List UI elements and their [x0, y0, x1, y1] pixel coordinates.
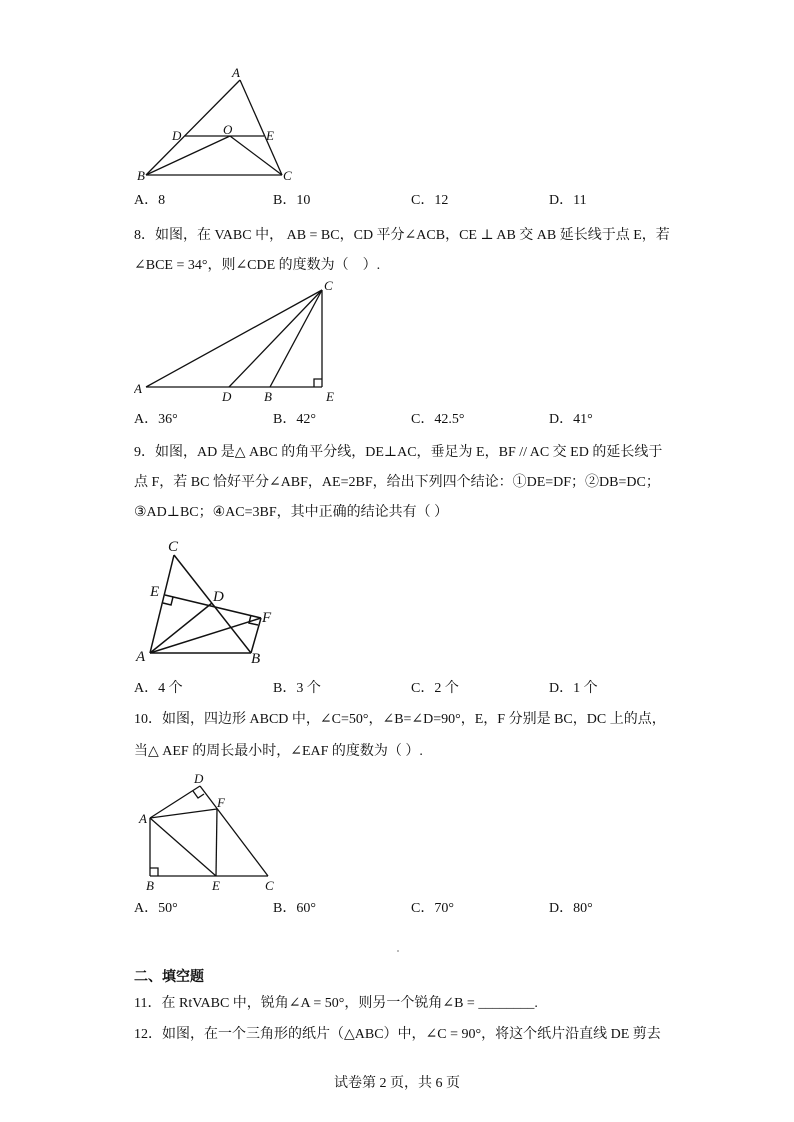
label-A: A	[136, 649, 146, 665]
q10-option-b[interactable]: B．60°	[273, 901, 316, 916]
q10-stem-line2: 当△ AEF 的周长最小时，∠EAF 的度数为（ ）.	[134, 744, 423, 759]
scan-speck	[397, 950, 399, 952]
label-C: C	[324, 278, 333, 293]
label-D: D	[172, 128, 182, 143]
q8-option-d[interactable]: D．41°	[549, 412, 593, 427]
section-title: 二、填空题	[134, 968, 204, 984]
q8-option-b[interactable]: B．42°	[273, 412, 316, 427]
q8-triangle-figure	[134, 277, 354, 403]
q10-option-a[interactable]: A．50°	[134, 901, 178, 916]
q7-triangle-figure	[134, 62, 304, 186]
label-D: D	[222, 389, 232, 403]
q9-stem-line3: ③AD⊥BC；④AC=3BF，其中正确的结论共有（ ）	[134, 505, 449, 520]
q10-option-c[interactable]: C．70°	[411, 901, 454, 916]
q8-option-a[interactable]: A．36°	[134, 412, 178, 427]
q9-stem-line1: 9．如图，AD 是△ ABC 的角平分线，DE⊥AC，垂足为 E，BF // AC 交 ED 的延长线于	[134, 445, 663, 460]
q10-option-d[interactable]: D．80°	[549, 901, 593, 916]
q7-option-a[interactable]: A．8	[134, 193, 166, 208]
q8-stem-line1: 8．如图，在 VABC 中， AB = BC，CD 平分∠ACB，CE ⊥ AB 交 AB 延长线于点 E，若	[134, 228, 670, 243]
q7-option-c[interactable]: C．12	[411, 193, 449, 208]
label-E: E	[266, 128, 274, 143]
page-footer: 试卷第 2 页，共 6 页	[334, 1076, 460, 1091]
label-B: B	[251, 651, 261, 667]
label-B: B	[137, 168, 145, 183]
q7-option-b[interactable]: B．10	[273, 193, 311, 208]
label-A: A	[139, 811, 147, 826]
q11-stem: 11．在 RtVABC 中，锐角∠A = 50°，则另一个锐角∠B = ________.	[134, 996, 538, 1011]
q10-quadrilateral-figure	[134, 768, 284, 894]
label-F: F	[217, 795, 225, 810]
q9-option-d[interactable]: D．1 个	[549, 681, 598, 696]
label-E: E	[212, 878, 220, 893]
q9-triangle-figure	[134, 535, 284, 667]
q9-option-a[interactable]: A．4 个	[134, 681, 183, 696]
label-F: F	[262, 610, 272, 626]
q10-stem-line1: 10．如图，四边形 ABCD 中，∠C=50°，∠B=∠D=90°，E，F 分别是 BC，DC 上的点，	[134, 712, 666, 727]
label-D: D	[194, 771, 204, 786]
label-O: O	[223, 122, 233, 137]
q8-stem-line2: ∠BCE = 34°，则∠CDE 的度数为（ ）.	[134, 258, 381, 273]
label-C: C	[265, 878, 274, 893]
q7-option-d[interactable]: D．11	[549, 193, 587, 208]
q8-option-c[interactable]: C．42.5°	[411, 412, 465, 427]
label-B: B	[146, 878, 154, 893]
q9-option-c[interactable]: C．2 个	[411, 681, 459, 696]
label-B: B	[264, 389, 272, 403]
q9-stem-line2: 点 F，若 BC 恰好平分∠ABF，AE=2BF，给出下列四个结论：①DE=DF；②DB=DC；	[134, 475, 660, 490]
label-C: C	[283, 168, 292, 183]
q12-stem: 12．如图，在一个三角形的纸片（△ABC）中，∠C = 90°，将这个纸片沿直线 DE 剪去	[134, 1027, 661, 1042]
label-D: D	[213, 589, 224, 605]
label-A: A	[232, 65, 240, 80]
label-C: C	[168, 539, 179, 555]
label-E: E	[326, 389, 334, 403]
label-E: E	[150, 584, 160, 600]
q9-option-b[interactable]: B．3 个	[273, 681, 321, 696]
label-A: A	[134, 381, 142, 396]
